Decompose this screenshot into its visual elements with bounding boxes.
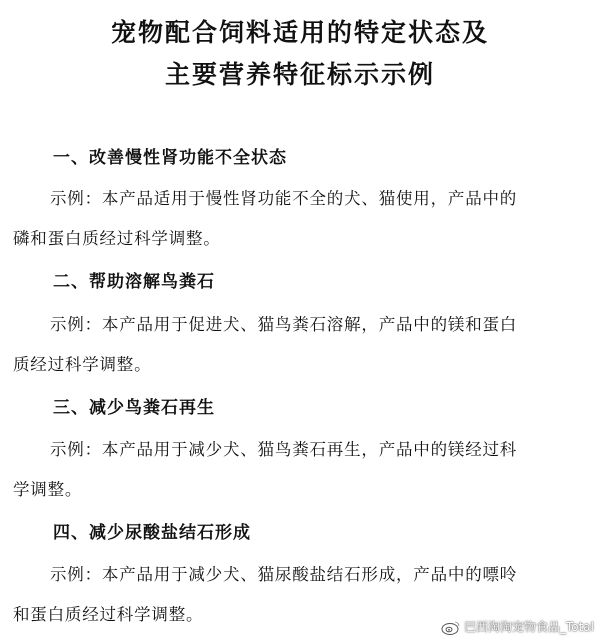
watermark-text: 巴西淘淘宠物食品_Total [463,620,594,634]
paragraph-line: 质经过科学调整。 [13,355,152,374]
paragraph-line: 学调整。 [13,480,83,499]
paragraph-line: 和蛋白质经过科学调整。 [13,605,204,624]
paragraph-line: 示例：本产品用于促进犬、猫鸟粪石溶解，产品中的镁和蛋白 [50,315,518,334]
document-title-line-2: 主要营养特征标示示例 [164,60,435,89]
weibo-icon [441,619,461,635]
watermark [441,618,594,635]
paragraph-line: 示例：本产品用于减少犬、猫尿酸盐结石形成，产品中的嘌呤 [50,565,518,584]
document-title-line-1: 宠物配合饲料适用的特定状态及 [110,18,489,47]
section-heading-3: 三、减少鸟粪石再生 [53,398,215,418]
section-heading-2: 二、帮助溶解鸟粪石 [53,272,215,292]
paragraph-line: 示例：本产品适用于慢性肾功能不全的犬、猫使用，产品中的 [50,189,518,208]
section-heading-1: 一、改善慢性肾功能不全状态 [53,148,287,168]
paragraph-line: 示例：本产品用于减少犬、猫鸟粪石再生，产品中的镁经过科 [50,440,518,459]
paragraph-line: 磷和蛋白质经过科学调整。 [13,229,221,248]
section-heading-4: 四、减少尿酸盐结石形成 [53,523,251,543]
